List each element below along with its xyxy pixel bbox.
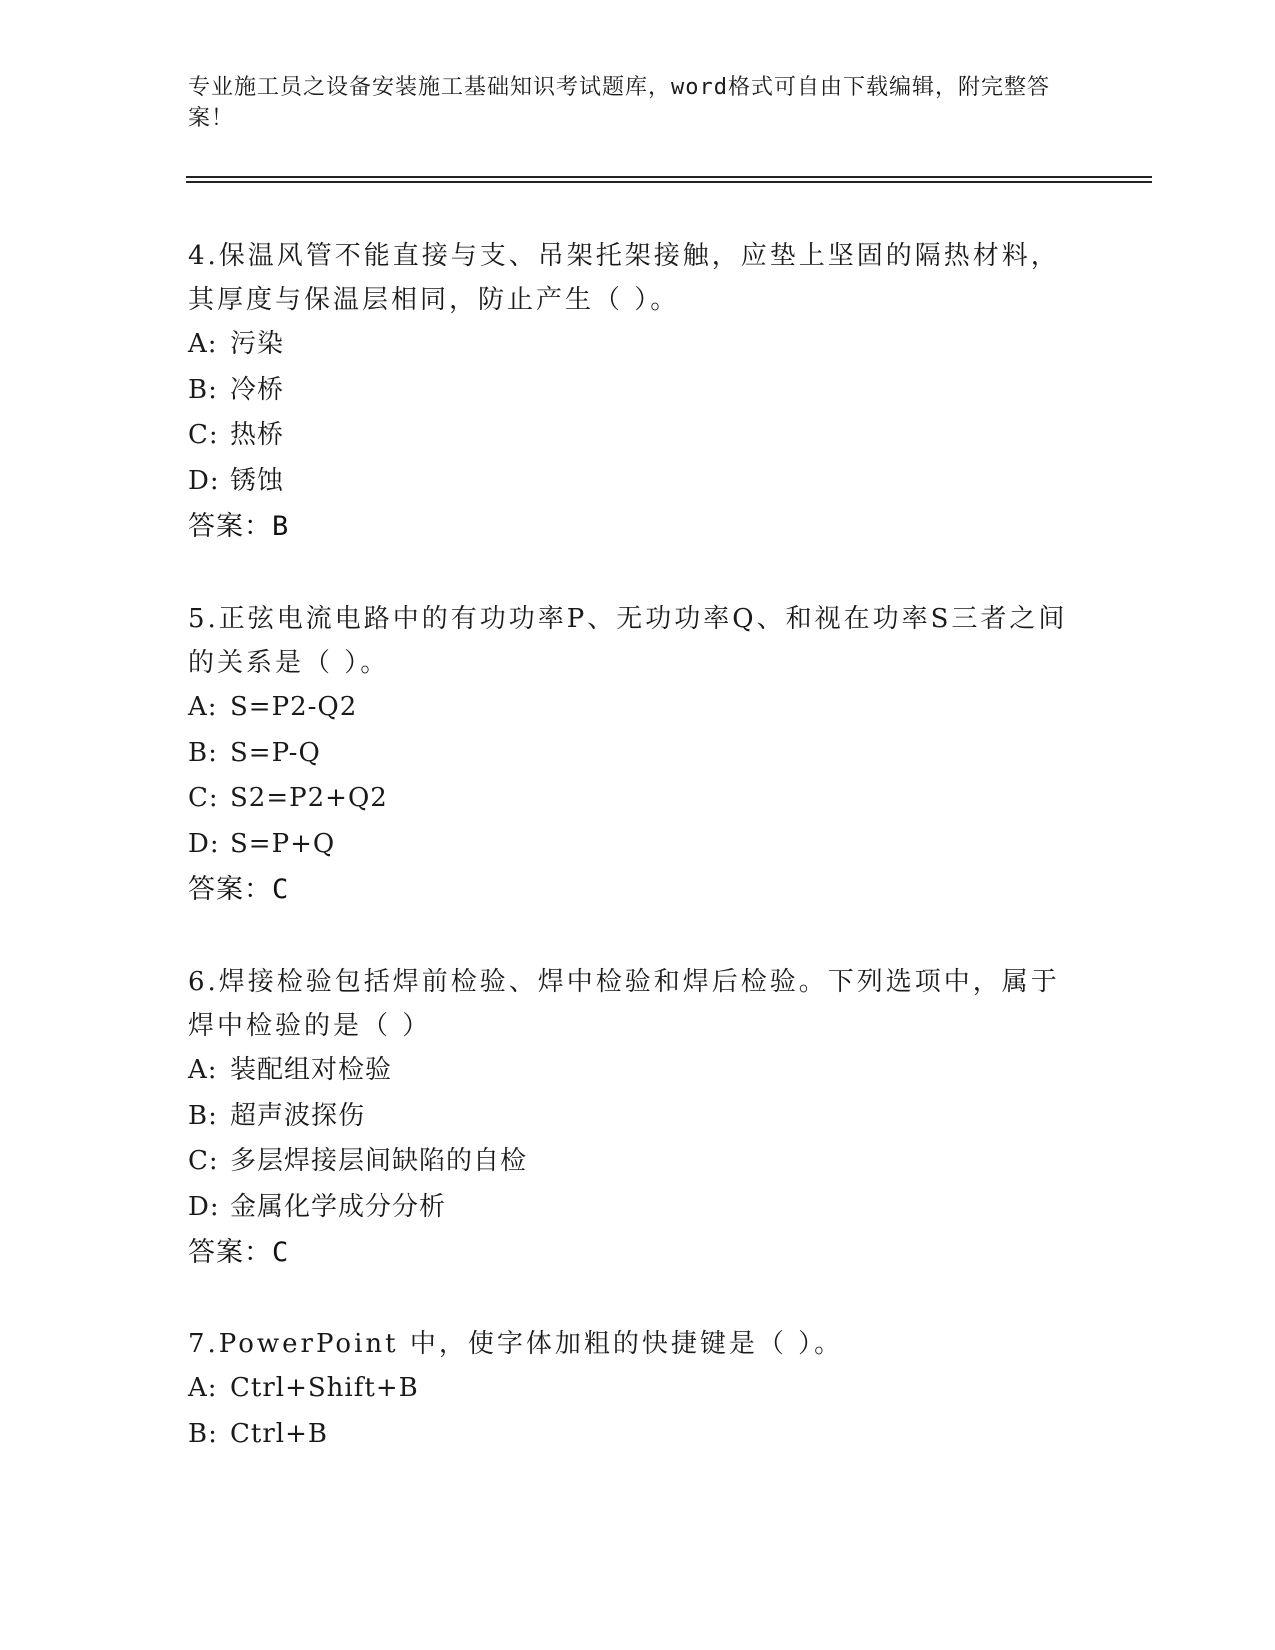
option-a	[188, 685, 1088, 731]
option-b	[188, 1412, 1088, 1458]
question-4	[188, 234, 1088, 550]
option-key: D:	[188, 1191, 220, 1222]
option-key: A:	[188, 1055, 218, 1085]
option-key: A:	[188, 1373, 218, 1403]
option-text: 装配组对检验	[230, 1055, 393, 1085]
option-a	[188, 322, 1088, 368]
option-c	[188, 413, 1088, 459]
option-text: 污染	[230, 329, 285, 359]
option-text: Ctrl+B	[230, 1418, 328, 1449]
option-d	[188, 1185, 1088, 1231]
answer-line: 答案：C	[188, 874, 290, 905]
option-text: 锈蚀	[230, 465, 285, 496]
option-b	[188, 731, 1088, 777]
option-text: S=P2-Q2	[230, 692, 358, 722]
option-text: 超声波探伤	[230, 1100, 366, 1131]
option-text: 冷桥	[230, 374, 285, 405]
answer-line: 答案：C	[188, 1237, 290, 1268]
option-d	[188, 459, 1088, 505]
answer-line: 答案：B	[188, 511, 290, 542]
option-text: 金属化学成分分析	[230, 1191, 447, 1222]
option-key: A:	[188, 329, 218, 359]
header-divider-bottom	[186, 181, 1152, 183]
option-key: C:	[188, 1146, 219, 1176]
option-c	[188, 1139, 1088, 1185]
option-key: B:	[188, 1100, 218, 1131]
option-a	[188, 1048, 1088, 1094]
option-key: C:	[188, 420, 219, 450]
question-stem: 7.PowerPoint 中，使字体加粗的快捷键是（ ）。	[188, 1329, 844, 1359]
question-stem: 4.保温风管不能直接与支、吊架托架接触，应垫上坚固的隔热材料，其厚度与保温层相同，防止产生（ ）。	[188, 241, 1060, 315]
option-text: S=P+Q	[230, 828, 336, 859]
option-key: D:	[188, 828, 220, 859]
header-divider-top	[186, 176, 1152, 178]
question-6	[188, 960, 1088, 1276]
option-b	[188, 1094, 1088, 1140]
option-text: Ctrl+Shift+B	[230, 1373, 419, 1403]
option-text: S2=P2+Q2	[230, 783, 388, 813]
option-key: D:	[188, 465, 220, 496]
option-key: B:	[188, 1418, 218, 1449]
option-key: B:	[188, 737, 218, 768]
option-key: B:	[188, 374, 218, 405]
option-b	[188, 368, 1088, 414]
option-a	[188, 1366, 1088, 1412]
option-text: 多层焊接层间缺陷的自检	[230, 1146, 528, 1176]
option-key: A:	[188, 692, 218, 722]
question-7	[188, 1322, 1088, 1457]
document-header: 专业施工员之设备安装施工基础知识考试题库，word格式可自由下载编辑，附完整答案！	[188, 75, 1050, 131]
question-5	[188, 597, 1088, 913]
option-text: S=P-Q	[230, 737, 321, 768]
option-text: 热桥	[230, 420, 285, 450]
question-stem: 5.正弦电流电路中的有功功率P、无功功率Q、和视在功率S三者之间的关系是（ ）。	[188, 604, 1068, 678]
option-c	[188, 776, 1088, 822]
option-d	[188, 822, 1088, 868]
option-key: C:	[188, 783, 219, 813]
question-stem: 6.焊接检验包括焊前检验、焊中检验和焊后检验。下列选项中，属于焊中检验的是（ ）	[188, 967, 1060, 1041]
